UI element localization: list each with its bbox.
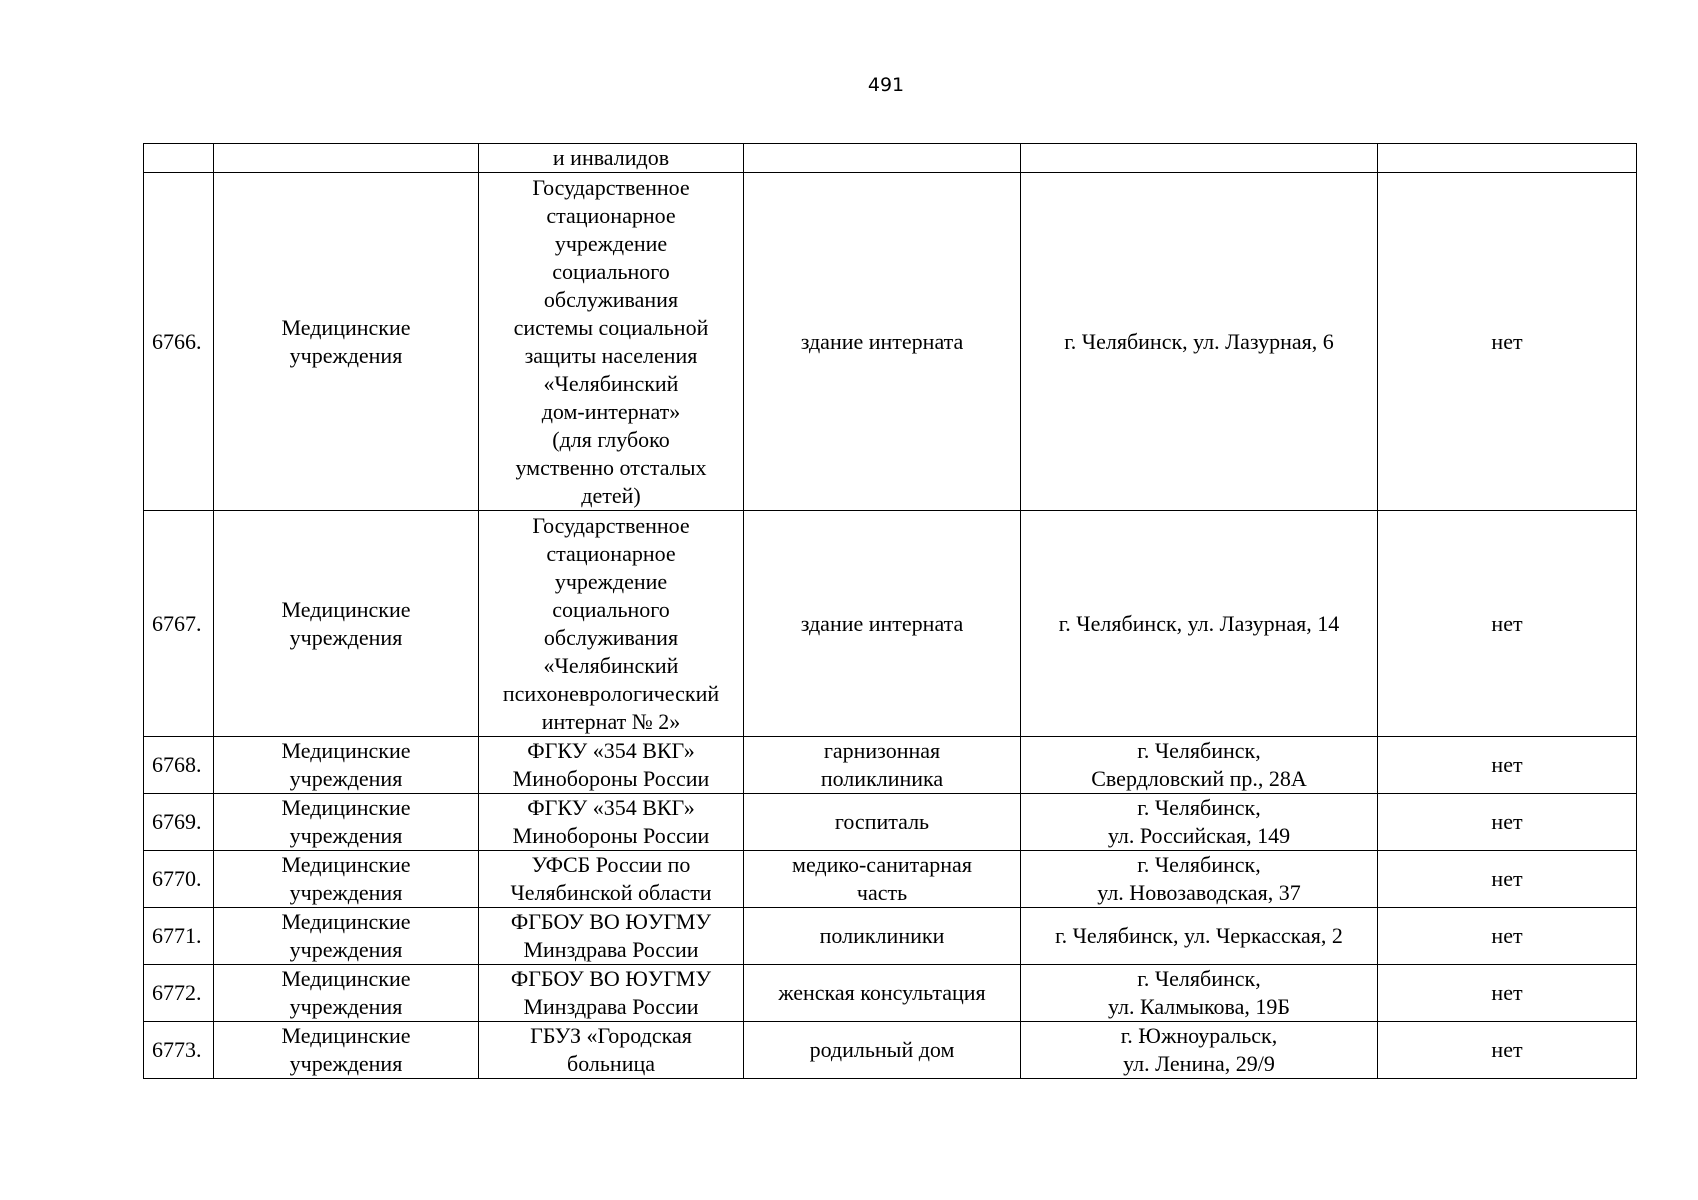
cell-object bbox=[744, 144, 1021, 173]
cell-address: г. Челябинск, Свердловский пр., 28А bbox=[1021, 737, 1378, 794]
cell-object: женская консультация bbox=[744, 965, 1021, 1022]
table-row bbox=[144, 794, 1637, 851]
cell-object: здание интерната bbox=[744, 173, 1021, 511]
cell-address: г. Южноуральск, ул. Ленина, 29/9 bbox=[1021, 1022, 1378, 1079]
cell-note: нет bbox=[1378, 511, 1637, 737]
cell-name: и инвалидов bbox=[479, 144, 744, 173]
cell-object: поликлиники bbox=[744, 908, 1021, 965]
cell-number: 6769. bbox=[144, 794, 214, 851]
cell-object: здание интерната bbox=[744, 511, 1021, 737]
table-row bbox=[144, 511, 1637, 737]
page-number: 491 bbox=[867, 74, 905, 96]
cell-address: г. Челябинск, ул. Черкасская, 2 bbox=[1021, 908, 1378, 965]
table-row bbox=[144, 965, 1637, 1022]
cell-address: г. Челябинск, ул. Новозаводская, 37 bbox=[1021, 851, 1378, 908]
table-row bbox=[144, 1022, 1637, 1079]
cell-category: Медицинские учреждения bbox=[214, 965, 479, 1022]
cell-note: нет bbox=[1378, 965, 1637, 1022]
cell-object: родильный дом bbox=[744, 1022, 1021, 1079]
table-row bbox=[144, 173, 1637, 511]
cell-name: УФСБ России по Челябинской области bbox=[479, 851, 744, 908]
table-row-continuation bbox=[144, 144, 1637, 173]
cell-category: Медицинские учреждения bbox=[214, 908, 479, 965]
cell-category: Медицинские учреждения bbox=[214, 737, 479, 794]
cell-address: г. Челябинск, ул. Российская, 149 bbox=[1021, 794, 1378, 851]
cell-address: г. Челябинск, ул. Лазурная, 14 bbox=[1021, 511, 1378, 737]
cell-category: Медицинские учреждения bbox=[214, 851, 479, 908]
cell-number: 6767. bbox=[144, 511, 214, 737]
cell-number bbox=[144, 144, 214, 173]
cell-note bbox=[1378, 144, 1637, 173]
table-row bbox=[144, 908, 1637, 965]
cell-category: Медицинские учреждения bbox=[214, 511, 479, 737]
cell-note: нет bbox=[1378, 737, 1637, 794]
cell-note: нет bbox=[1378, 173, 1637, 511]
cell-note: нет bbox=[1378, 1022, 1637, 1079]
cell-number: 6773. bbox=[144, 1022, 214, 1079]
cell-address: г. Челябинск, ул. Лазурная, 6 bbox=[1021, 173, 1378, 511]
registry-table bbox=[143, 143, 1637, 1079]
cell-address: г. Челябинск, ул. Калмыкова, 19Б bbox=[1021, 965, 1378, 1022]
cell-name: ФГБОУ ВО ЮУГМУ Минздрава России bbox=[479, 908, 744, 965]
cell-name: ФГКУ «354 ВКГ» Минобороны России bbox=[479, 737, 744, 794]
cell-number: 6771. bbox=[144, 908, 214, 965]
cell-name: ГБУЗ «Городская больница bbox=[479, 1022, 744, 1079]
cell-object: медико-санитарная часть bbox=[744, 851, 1021, 908]
cell-note: нет bbox=[1378, 794, 1637, 851]
cell-note: нет bbox=[1378, 851, 1637, 908]
cell-object: гарнизонная поликлиника bbox=[744, 737, 1021, 794]
cell-number: 6770. bbox=[144, 851, 214, 908]
cell-note: нет bbox=[1378, 908, 1637, 965]
cell-name: Государственное стационарное учреждение социального обслуживания системы социальной защиты населения «Челябинский дом-интернат» (для глубоко умственно отсталых детей) bbox=[479, 173, 744, 511]
cell-object: госпиталь bbox=[744, 794, 1021, 851]
cell-address bbox=[1021, 144, 1378, 173]
table-row bbox=[144, 851, 1637, 908]
cell-name: ФГБОУ ВО ЮУГМУ Минздрава России bbox=[479, 965, 744, 1022]
cell-number: 6772. bbox=[144, 965, 214, 1022]
cell-number: 6766. bbox=[144, 173, 214, 511]
cell-category bbox=[214, 144, 479, 173]
cell-category: Медицинские учреждения bbox=[214, 794, 479, 851]
cell-category: Медицинские учреждения bbox=[214, 173, 479, 511]
cell-category: Медицинские учреждения bbox=[214, 1022, 479, 1079]
cell-name: Государственное стационарное учреждение социального обслуживания «Челябинский психоневрологический интернат № 2» bbox=[479, 511, 744, 737]
cell-number: 6768. bbox=[144, 737, 214, 794]
table-row bbox=[144, 737, 1637, 794]
cell-name: ФГКУ «354 ВКГ» Минобороны России bbox=[479, 794, 744, 851]
